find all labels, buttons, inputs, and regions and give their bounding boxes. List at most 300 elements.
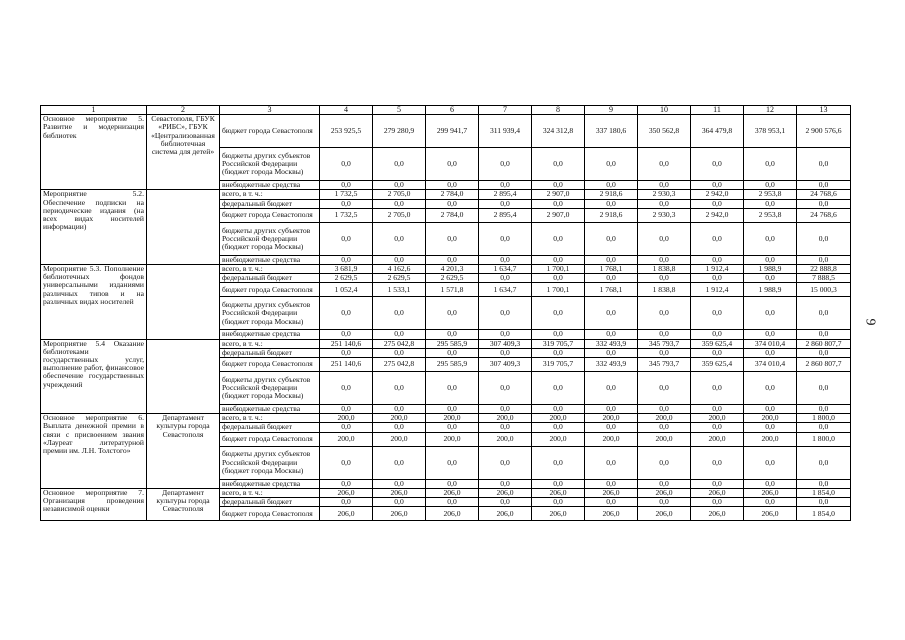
year-value: 206,0 (744, 488, 797, 497)
year-value: 295 585,9 (426, 358, 479, 372)
total-value: 0,0 (797, 199, 851, 208)
year-value: 0,0 (691, 255, 744, 264)
measure-name: Мероприятие 5.3. Пополнение библиотечных фондов универсальными изданиями различных типов и на различных видах носителей (41, 265, 147, 340)
year-value: 0,0 (585, 405, 638, 414)
year-value: 0,0 (320, 255, 373, 264)
year-value: 0,0 (320, 372, 373, 405)
year-value: 0,0 (744, 274, 797, 283)
year-value: 0,0 (426, 222, 479, 255)
year-value: 0,0 (532, 423, 585, 432)
year-value: 206,0 (691, 507, 744, 521)
year-value: 0,0 (744, 498, 797, 507)
year-value: 0,0 (320, 181, 373, 190)
year-value: 200,0 (373, 414, 426, 423)
year-value: 345 793,7 (638, 358, 691, 372)
year-value: 1 571,8 (426, 283, 479, 297)
year-value: 0,0 (638, 274, 691, 283)
year-value: 0,0 (585, 498, 638, 507)
year-value: 253 925,5 (320, 115, 373, 148)
year-value: 0,0 (585, 199, 638, 208)
total-value: 2 860 807,7 (797, 339, 851, 348)
year-value: 0,0 (744, 181, 797, 190)
year-value: 0,0 (373, 181, 426, 190)
total-value: 22 888,8 (797, 265, 851, 274)
total-value: 0,0 (797, 498, 851, 507)
measure-name: Мероприятие 5.4 Оказание библиотеками государственных услуг, выполнение работ, финансовое обеспечение государственных учреждений (41, 339, 147, 414)
year-value: 0,0 (479, 330, 532, 339)
year-value: 200,0 (479, 414, 532, 423)
column-number: 11 (691, 106, 744, 115)
year-value: 0,0 (320, 479, 373, 488)
year-value: 0,0 (373, 479, 426, 488)
year-value: 0,0 (585, 148, 638, 181)
year-value: 206,0 (585, 488, 638, 497)
total-value: 0,0 (797, 446, 851, 479)
funding-source: федеральный бюджет (220, 199, 320, 208)
year-value: 206,0 (532, 507, 585, 521)
year-value: 4 201,3 (426, 265, 479, 274)
total-value: 1 854,0 (797, 507, 851, 521)
year-value: 200,0 (532, 414, 585, 423)
year-value: 0,0 (744, 479, 797, 488)
year-value: 0,0 (691, 498, 744, 507)
year-value: 0,0 (373, 255, 426, 264)
year-value: 0,0 (744, 348, 797, 357)
year-value: 0,0 (744, 199, 797, 208)
year-value: 0,0 (638, 297, 691, 330)
year-value: 0,0 (638, 423, 691, 432)
year-value: 0,0 (373, 405, 426, 414)
year-value: 359 625,4 (691, 358, 744, 372)
year-value: 279 280,9 (373, 115, 426, 148)
year-value: 200,0 (638, 414, 691, 423)
year-value: 0,0 (585, 348, 638, 357)
year-value: 0,0 (691, 446, 744, 479)
year-value: 0,0 (532, 348, 585, 357)
year-value: 2 942,0 (691, 190, 744, 199)
year-value: 0,0 (585, 423, 638, 432)
year-value: 364 479,8 (691, 115, 744, 148)
year-value: 2 953,8 (744, 190, 797, 199)
year-value: 0,0 (373, 446, 426, 479)
table-row (41, 190, 851, 199)
year-value: 2 918,6 (585, 208, 638, 222)
year-value: 0,0 (426, 479, 479, 488)
year-value: 206,0 (479, 488, 532, 497)
year-value: 200,0 (532, 432, 585, 446)
table-row (41, 488, 851, 497)
year-value: 345 793,7 (638, 339, 691, 348)
total-value: 0,0 (797, 330, 851, 339)
year-value: 1 768,1 (585, 265, 638, 274)
year-value: 206,0 (532, 488, 585, 497)
year-value: 200,0 (320, 414, 373, 423)
year-value: 0,0 (479, 297, 532, 330)
year-value: 1 838,8 (638, 283, 691, 297)
year-value: 378 953,1 (744, 115, 797, 148)
funding-source: всего, в т. ч.: (220, 339, 320, 348)
year-value: 2 784,0 (426, 190, 479, 199)
total-value: 15 000,3 (797, 283, 851, 297)
year-value: 0,0 (638, 330, 691, 339)
year-value: 3 681,9 (320, 265, 373, 274)
funding-source: всего, в т. ч.: (220, 265, 320, 274)
year-value: 0,0 (479, 405, 532, 414)
year-value: 0,0 (532, 148, 585, 181)
year-value: 200,0 (585, 432, 638, 446)
funding-source: бюджет города Севастополя (220, 208, 320, 222)
column-number: 5 (373, 106, 426, 115)
year-value: 200,0 (691, 432, 744, 446)
total-value: 0,0 (797, 372, 851, 405)
year-value: 374 010,4 (744, 358, 797, 372)
year-value: 0,0 (426, 330, 479, 339)
year-value: 0,0 (373, 372, 426, 405)
total-value: 0,0 (797, 348, 851, 357)
year-value: 0,0 (532, 372, 585, 405)
year-value: 206,0 (585, 507, 638, 521)
measure-executor: Департамент культуры города Севастополя (147, 414, 220, 489)
year-value: 0,0 (479, 479, 532, 488)
year-value: 200,0 (479, 432, 532, 446)
year-value: 206,0 (479, 507, 532, 521)
year-value: 0,0 (426, 498, 479, 507)
column-number: 1 (41, 106, 147, 115)
year-value: 1 052,4 (320, 283, 373, 297)
year-value: 0,0 (744, 297, 797, 330)
year-value: 0,0 (426, 297, 479, 330)
year-value: 0,0 (426, 405, 479, 414)
column-number: 7 (479, 106, 532, 115)
funding-source: бюджет города Севастополя (220, 507, 320, 521)
year-value: 275 042,8 (373, 339, 426, 348)
year-value: 350 562,8 (638, 115, 691, 148)
year-value: 251 140,6 (320, 339, 373, 348)
total-value: 0,0 (797, 148, 851, 181)
funding-source: бюджеты других субъектов Российской Федерации (бюджет города Москвы) (220, 372, 320, 405)
year-value: 0,0 (638, 199, 691, 208)
year-value: 0,0 (479, 348, 532, 357)
year-value: 206,0 (320, 507, 373, 521)
year-value: 0,0 (532, 446, 585, 479)
year-value: 0,0 (638, 446, 691, 479)
year-value: 0,0 (320, 297, 373, 330)
column-number: 2 (147, 106, 220, 115)
year-value: 206,0 (426, 488, 479, 497)
year-value: 0,0 (373, 148, 426, 181)
year-value: 206,0 (320, 488, 373, 497)
year-value: 0,0 (373, 330, 426, 339)
table-row (41, 339, 851, 348)
measure-executor: Севастополя, ГБУК «РИБС», ГБУК «Централизованная библиотечная система для детей» (147, 115, 220, 190)
year-value: 2 705,0 (373, 208, 426, 222)
year-value: 0,0 (744, 372, 797, 405)
funding-source: внебюджетные средства (220, 405, 320, 414)
funding-source: бюджеты других субъектов Российской Федерации (бюджет города Москвы) (220, 297, 320, 330)
year-value: 0,0 (691, 274, 744, 283)
year-value: 1 732,5 (320, 208, 373, 222)
year-value: 0,0 (532, 405, 585, 414)
measure-executor: Департамент культуры города Севастополя (147, 488, 220, 520)
total-value: 0,0 (797, 181, 851, 190)
year-value: 0,0 (479, 274, 532, 283)
year-value: 0,0 (320, 405, 373, 414)
column-number: 6 (426, 106, 479, 115)
year-value: 0,0 (373, 498, 426, 507)
column-number: 4 (320, 106, 373, 115)
year-value: 4 162,6 (373, 265, 426, 274)
total-value: 0,0 (797, 479, 851, 488)
year-value: 0,0 (691, 330, 744, 339)
funding-source: внебюджетные средства (220, 330, 320, 339)
year-value: 206,0 (426, 507, 479, 521)
page-number: 9 (862, 318, 878, 326)
year-value: 0,0 (426, 199, 479, 208)
year-value: 0,0 (320, 446, 373, 479)
funding-source: бюджеты других субъектов Российской Федерации (бюджет города Москвы) (220, 148, 320, 181)
year-value: 0,0 (320, 199, 373, 208)
year-value: 2 930,3 (638, 190, 691, 199)
year-value: 0,0 (532, 297, 585, 330)
year-value: 0,0 (691, 181, 744, 190)
funding-source: всего, в т. ч.: (220, 414, 320, 423)
year-value: 200,0 (691, 414, 744, 423)
measure-name: Основное мероприятие 7. Организация проведения независимой оценки (41, 488, 147, 520)
total-value: 2 860 807,7 (797, 358, 851, 372)
total-value: 0,0 (797, 423, 851, 432)
year-value: 307 409,3 (479, 339, 532, 348)
year-value: 200,0 (426, 432, 479, 446)
total-value: 0,0 (797, 297, 851, 330)
year-value: 2 918,6 (585, 190, 638, 199)
year-value: 319 705,7 (532, 339, 585, 348)
total-value: 2 900 576,6 (797, 115, 851, 148)
measure-name: Основное мероприятие 6. Выплата денежной премии в связи с присвоением звания «Лауреат литературной премии им. Л.Н. Толстого» (41, 414, 147, 489)
measure-executor (147, 190, 220, 265)
year-value: 0,0 (426, 446, 479, 479)
year-value: 275 042,8 (373, 358, 426, 372)
year-value: 0,0 (479, 148, 532, 181)
year-value: 200,0 (426, 414, 479, 423)
year-value: 0,0 (638, 405, 691, 414)
total-value: 1 854,0 (797, 488, 851, 497)
total-value: 0,0 (797, 222, 851, 255)
year-value: 332 493,9 (585, 358, 638, 372)
funding-source: всего, в т. ч.: (220, 488, 320, 497)
year-value: 0,0 (373, 222, 426, 255)
year-value: 200,0 (585, 414, 638, 423)
column-number: 13 (797, 106, 851, 115)
year-value: 0,0 (320, 498, 373, 507)
total-value: 7 888,5 (797, 274, 851, 283)
year-value: 1 732,5 (320, 190, 373, 199)
year-value: 1 700,1 (532, 265, 585, 274)
year-value: 200,0 (320, 432, 373, 446)
table-row (41, 265, 851, 274)
year-value: 0,0 (585, 181, 638, 190)
year-value: 0,0 (373, 297, 426, 330)
year-value: 0,0 (585, 222, 638, 255)
budget-table (40, 105, 851, 521)
year-value: 0,0 (532, 498, 585, 507)
funding-source: федеральный бюджет (220, 498, 320, 507)
year-value: 206,0 (638, 507, 691, 521)
year-value: 1 533,1 (373, 283, 426, 297)
year-value: 0,0 (479, 372, 532, 405)
year-value: 0,0 (479, 181, 532, 190)
measure-executor (147, 339, 220, 414)
funding-source: бюджет города Севастополя (220, 432, 320, 446)
total-value: 1 800,0 (797, 414, 851, 423)
funding-source: бюджет города Севастополя (220, 115, 320, 148)
year-value: 206,0 (691, 488, 744, 497)
year-value: 2 784,0 (426, 208, 479, 222)
year-value: 2 629,5 (320, 274, 373, 283)
funding-source: внебюджетные средства (220, 255, 320, 264)
column-number: 12 (744, 106, 797, 115)
year-value: 0,0 (320, 423, 373, 432)
year-value: 324 312,8 (532, 115, 585, 148)
year-value: 1 988,9 (744, 265, 797, 274)
year-value: 0,0 (691, 405, 744, 414)
year-value: 0,0 (479, 498, 532, 507)
funding-source: всего, в т. ч.: (220, 190, 320, 199)
year-value: 0,0 (320, 348, 373, 357)
column-number: 3 (220, 106, 320, 115)
year-value: 0,0 (479, 222, 532, 255)
funding-source: бюджет города Севастополя (220, 358, 320, 372)
year-value: 0,0 (638, 348, 691, 357)
column-number: 10 (638, 106, 691, 115)
year-value: 0,0 (691, 297, 744, 330)
year-value: 0,0 (744, 405, 797, 414)
year-value: 0,0 (638, 148, 691, 181)
year-value: 0,0 (638, 255, 691, 264)
year-value: 0,0 (744, 446, 797, 479)
funding-source: бюджет города Севастополя (220, 283, 320, 297)
year-value: 2 895,4 (479, 208, 532, 222)
total-value: 0,0 (797, 405, 851, 414)
year-value: 0,0 (426, 348, 479, 357)
year-value: 0,0 (638, 479, 691, 488)
year-value: 0,0 (320, 148, 373, 181)
year-value: 359 625,4 (691, 339, 744, 348)
year-value: 0,0 (532, 181, 585, 190)
funding-source: бюджеты других субъектов Российской Федерации (бюджет города Москвы) (220, 222, 320, 255)
year-value: 0,0 (373, 348, 426, 357)
year-value: 1 838,8 (638, 265, 691, 274)
year-value: 0,0 (426, 148, 479, 181)
year-value: 0,0 (532, 330, 585, 339)
year-value: 0,0 (691, 479, 744, 488)
year-value: 206,0 (373, 507, 426, 521)
year-value: 374 010,4 (744, 339, 797, 348)
year-value: 0,0 (638, 222, 691, 255)
year-value: 251 140,6 (320, 358, 373, 372)
year-value: 0,0 (638, 498, 691, 507)
year-value: 0,0 (585, 330, 638, 339)
year-value: 0,0 (320, 222, 373, 255)
year-value: 0,0 (426, 255, 479, 264)
year-value: 0,0 (426, 423, 479, 432)
year-value: 200,0 (744, 432, 797, 446)
funding-source: внебюджетные средства (220, 479, 320, 488)
year-value: 2 907,0 (532, 208, 585, 222)
year-value: 0,0 (691, 423, 744, 432)
year-value: 0,0 (585, 372, 638, 405)
measure-executor (147, 265, 220, 340)
year-value: 2 629,5 (373, 274, 426, 283)
total-value: 24 768,6 (797, 208, 851, 222)
funding-source: бюджеты других субъектов Российской Федерации (бюджет города Москвы) (220, 446, 320, 479)
year-value: 0,0 (320, 330, 373, 339)
year-value: 2 942,0 (691, 208, 744, 222)
funding-source: внебюджетные средства (220, 181, 320, 190)
column-number: 8 (532, 106, 585, 115)
year-value: 0,0 (744, 423, 797, 432)
year-value: 319 705,7 (532, 358, 585, 372)
year-value: 0,0 (532, 274, 585, 283)
column-number-row (41, 106, 851, 115)
year-value: 0,0 (532, 199, 585, 208)
year-value: 0,0 (479, 199, 532, 208)
year-value: 0,0 (691, 222, 744, 255)
year-value: 1 634,7 (479, 265, 532, 274)
year-value: 1 768,1 (585, 283, 638, 297)
year-value: 0,0 (532, 255, 585, 264)
year-value: 0,0 (479, 446, 532, 479)
year-value: 0,0 (373, 423, 426, 432)
year-value: 307 409,3 (479, 358, 532, 372)
year-value: 1 912,4 (691, 283, 744, 297)
year-value: 0,0 (585, 274, 638, 283)
year-value: 1 988,9 (744, 283, 797, 297)
year-value: 1 912,4 (691, 265, 744, 274)
year-value: 0,0 (532, 479, 585, 488)
funding-source: федеральный бюджет (220, 423, 320, 432)
year-value: 0,0 (426, 181, 479, 190)
year-value: 0,0 (585, 255, 638, 264)
year-value: 1 634,7 (479, 283, 532, 297)
funding-source: федеральный бюджет (220, 348, 320, 357)
year-value: 0,0 (373, 199, 426, 208)
year-value: 0,0 (638, 181, 691, 190)
measure-name: Мероприятие 5.2. Обеспечение подписки на периодические издания (на всех видах носителей информации) (41, 190, 147, 265)
total-value: 0,0 (797, 255, 851, 264)
year-value: 295 585,9 (426, 339, 479, 348)
measure-name: Основное мероприятие 5. Развитие и модернизация библиотек (41, 115, 147, 190)
year-value: 0,0 (479, 423, 532, 432)
year-value: 332 493,9 (585, 339, 638, 348)
year-value: 0,0 (585, 297, 638, 330)
year-value: 0,0 (426, 372, 479, 405)
year-value: 2 629,5 (426, 274, 479, 283)
year-value: 206,0 (744, 507, 797, 521)
year-value: 0,0 (638, 372, 691, 405)
year-value: 0,0 (744, 148, 797, 181)
year-value: 0,0 (744, 222, 797, 255)
column-number: 9 (585, 106, 638, 115)
year-value: 1 700,1 (532, 283, 585, 297)
table-row (41, 115, 851, 148)
year-value: 0,0 (691, 199, 744, 208)
year-value: 0,0 (585, 446, 638, 479)
year-value: 2 907,0 (532, 190, 585, 199)
year-value: 200,0 (638, 432, 691, 446)
year-value: 0,0 (532, 222, 585, 255)
year-value: 0,0 (691, 148, 744, 181)
year-value: 206,0 (373, 488, 426, 497)
